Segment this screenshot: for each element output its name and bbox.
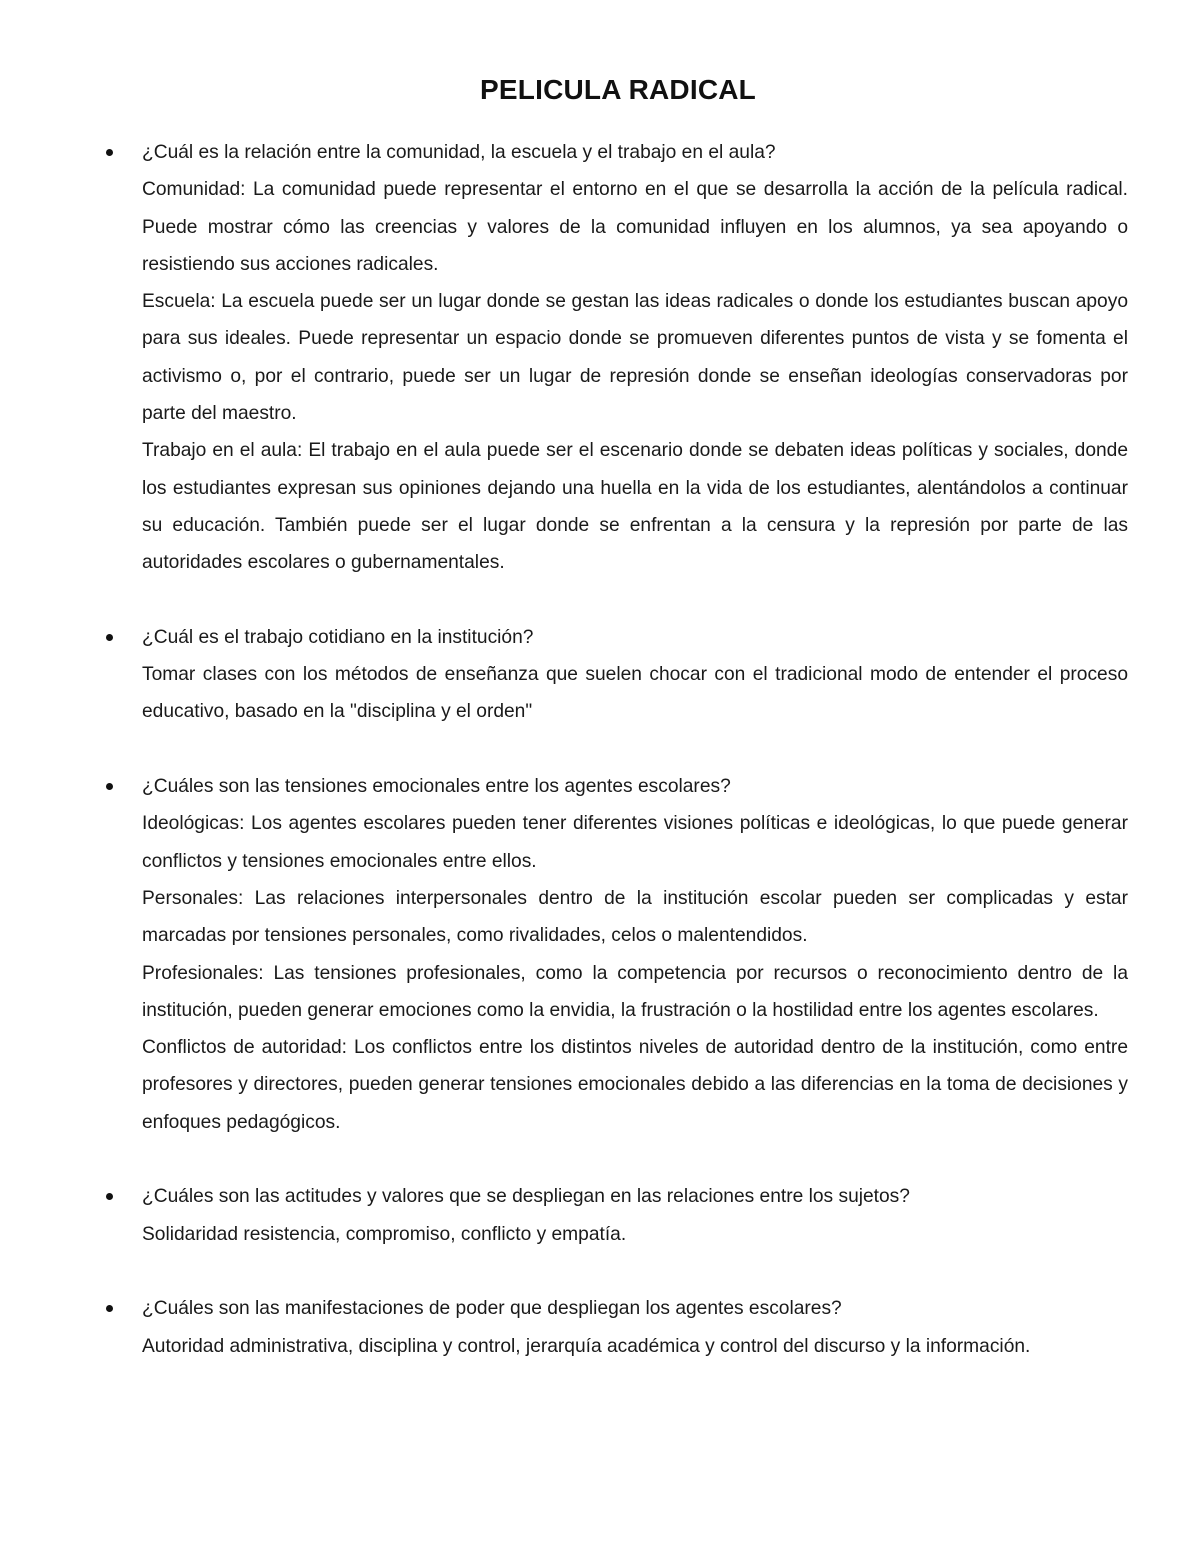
document-body xyxy=(142,134,1128,1365)
section-spacer xyxy=(142,1253,1128,1290)
section-paragraph: Conflictos de autoridad: Los conflictos entre los distintos niveles de autoridad dentro de la institución, como entre profesores y directores, pueden generar tensiones emocionales debido a las diferencias en la toma de decisiones y enfoques pedagógicos. xyxy=(142,1037,1128,1133)
section-paragraph: Trabajo en el aula: El trabajo en el aula puede ser el escenario donde se debaten ideas políticas y sociales, donde los estudiantes expresan sus opiniones dejando una huella en la vida de los estudiantes, alentándolos a continuar su educación. También puede ser el lugar donde se enfrentan a la censura y la represión por parte de las autoridades escolares o gubernamentales. xyxy=(142,440,1128,574)
section-paragraph: Ideológicas: Los agentes escolares pueden tener diferentes visiones políticas e ideológicas, lo que puede generar conflictos y tensiones emocionales entre ellos. xyxy=(142,813,1128,872)
section-power-manifestations xyxy=(142,1290,1128,1365)
section-spacer xyxy=(142,731,1128,768)
section-paragraph: Tomar clases con los métodos de enseñanza que suelen chocar con el tradicional modo de entender el proceso educativo, basado en la "disciplina y el orden" xyxy=(142,664,1128,723)
section-question: ¿Cuál es el trabajo cotidiano en la institución? xyxy=(142,619,1128,656)
section-paragraph: Autoridad administrativa, disciplina y control, jerarquía académica y control del discurso y la información. xyxy=(142,1335,1031,1357)
section-paragraph: Profesionales: Las tensiones profesionales, como la competencia por recursos o reconocimiento dentro de la institución, pueden generar emociones como la envidia, la frustración o la hostilidad entre los agentes escolares. xyxy=(142,962,1128,1021)
document-title: PELICULA RADICAL xyxy=(480,74,756,105)
section-paragraph: Comunidad: La comunidad puede representar el entorno en el que se desarrolla la acción de la película radical. Puede mostrar cómo las creencias y valores de la comunidad influyen en los alumnos, ya sea apoyando o resistiendo sus acciones radicales. xyxy=(142,179,1128,275)
section-community-school-classroom xyxy=(142,134,1128,582)
section-paragraph: Solidaridad resistencia, compromiso, conflicto y empatía. xyxy=(142,1223,627,1245)
section-emotional-tensions xyxy=(142,768,1128,1141)
section-question: ¿Cuál es la relación entre la comunidad, la escuela y el trabajo en el aula? xyxy=(142,134,1128,171)
section-spacer xyxy=(142,582,1128,619)
section-question: ¿Cuáles son las manifestaciones de poder que despliegan los agentes escolares? xyxy=(142,1290,1128,1327)
section-paragraph: Escuela: La escuela puede ser un lugar donde se gestan las ideas radicales o donde los estudiantes buscan apoyo para sus ideales. Puede representar un espacio donde se promueven diferentes puntos de vista y se fomenta el activismo o, por el contrario, puede ser un lugar de represión donde se enseñan ideologías conservadoras por parte del maestro. xyxy=(142,291,1128,425)
section-paragraph: Personales: Las relaciones interpersonales dentro de la institución escolar pueden ser complicadas y estar marcadas por tensiones personales, como rivalidades, celos o malentendidos. xyxy=(142,887,1128,947)
section-spacer xyxy=(142,1141,1128,1178)
section-attitudes-values xyxy=(142,1178,1128,1253)
section-daily-work xyxy=(142,619,1128,731)
section-question: ¿Cuáles son las tensiones emocionales entre los agentes escolares? xyxy=(142,768,1128,805)
section-question: ¿Cuáles son las actitudes y valores que se despliegan en las relaciones entre los sujetos? xyxy=(142,1178,1128,1215)
